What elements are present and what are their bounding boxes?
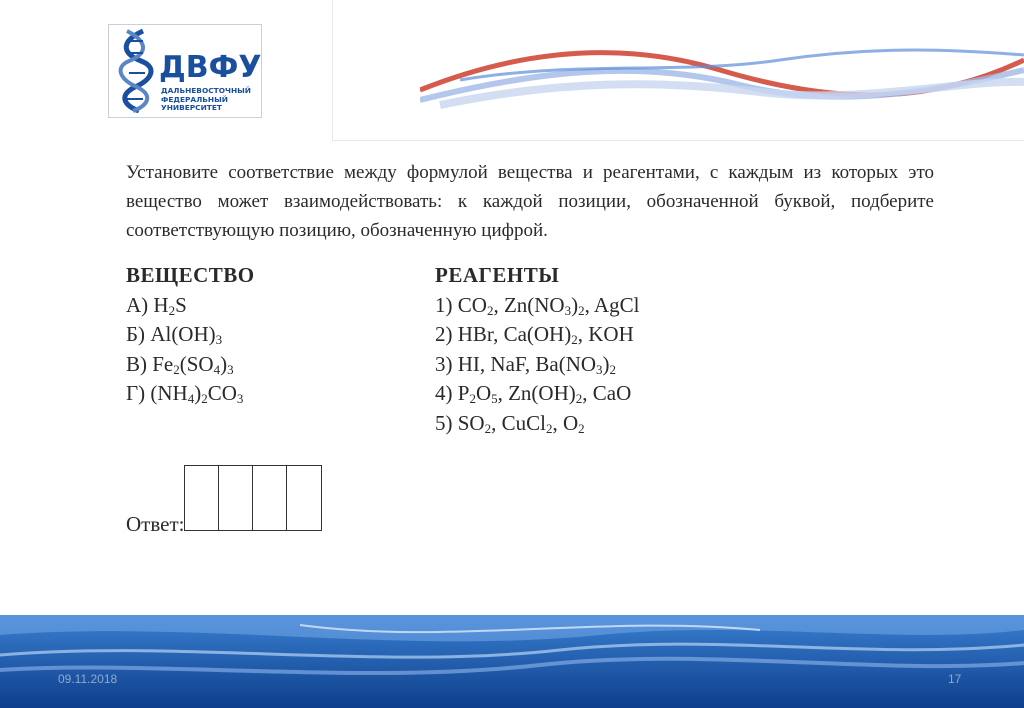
page-number: 17 (948, 672, 962, 686)
formula-subscript: 4 (213, 361, 221, 377)
decorative-waves (420, 30, 1024, 130)
formula-subscript: 2 (609, 361, 617, 377)
formula-subscript: 3 (596, 361, 603, 377)
reagent-row (435, 291, 755, 321)
formula-subscript: 2 (578, 302, 585, 318)
formula-subscript: 2 (545, 420, 553, 436)
logo-full-name (161, 87, 259, 113)
formula-subscript: 3 (227, 361, 234, 377)
formula-subscript: 2 (486, 302, 494, 318)
formula-part: ) (602, 351, 610, 376)
reagent-row (435, 350, 755, 380)
formula-subscript: 3 (564, 302, 572, 318)
formula-part: Al(OH) (150, 322, 216, 346)
formula-part: P (457, 381, 470, 405)
formula-part: ) (194, 381, 202, 405)
formula-subscript: 5 (491, 391, 498, 406)
answer-label: Ответ: (126, 512, 185, 536)
reagent-number: 5) (435, 410, 453, 435)
footer-banner (0, 615, 1024, 708)
reagents-column (435, 261, 755, 438)
formula-part: S (175, 292, 187, 317)
reagent-number: 3) (435, 351, 453, 376)
formula-part: ) (571, 292, 579, 317)
formula-subscript: 3 (236, 391, 244, 406)
substances-header: ВЕЩЕСТВО (126, 263, 255, 287)
formula-subscript: 2 (168, 302, 176, 318)
substances-column (126, 261, 406, 409)
substance-letter: В) (126, 351, 147, 376)
formula-subscript: 3 (215, 332, 223, 347)
formula-part: HBr, Ca(OH) (457, 322, 572, 346)
substance-letter: Г) (126, 381, 146, 405)
formula-subscript: 2 (201, 391, 208, 406)
reagent-number: 4) (435, 381, 453, 405)
answer-cell[interactable] (253, 466, 287, 530)
reagents-header: РЕАГЕНТЫ (435, 263, 560, 287)
formula-part: Fe (152, 351, 174, 376)
university-logo (108, 24, 262, 118)
formula-part: , Zn(NO (493, 292, 565, 317)
footer-waves (0, 615, 1024, 708)
reagent-row (435, 409, 755, 439)
reagent-row (435, 379, 755, 409)
formula-part: CO (207, 381, 237, 405)
formula-subscript: 2 (469, 391, 476, 406)
reagent-row (435, 320, 755, 350)
formula-subscript: 2 (484, 420, 492, 436)
formula-part: SO (457, 410, 485, 435)
formula-subscript: 2 (173, 361, 180, 377)
formula-part: ) (220, 351, 228, 376)
substance-letter: Б) (126, 322, 146, 346)
answer-cell[interactable] (219, 466, 253, 530)
formula-part: , CuCl (491, 410, 546, 435)
formula-part: , KOH (577, 322, 634, 346)
formula-part: , AgCl (584, 292, 640, 317)
logo-line: ФЕДЕРАЛЬНЫЙ (161, 94, 228, 104)
substance-row (126, 379, 406, 409)
logo-abbreviation: ДВФУ (159, 50, 262, 85)
reagent-number: 1) (435, 292, 453, 317)
formula-subscript: 2 (571, 332, 578, 347)
formula-part: CO (457, 292, 487, 317)
substance-row (126, 291, 406, 321)
formula-part: , CaO (582, 381, 632, 405)
task-statement: Установите соответствие между формулой вещества и реагентами, с каждым из которых это вещество может взаимодействовать: к каждой позиции, обозначенной буквой, подберите соответствующую позицию, обозначенную цифрой. (126, 162, 934, 241)
formula-part: H (153, 292, 169, 317)
substance-row (126, 350, 406, 380)
substance-letter: А) (126, 292, 149, 317)
formula-subscript: 4 (187, 391, 195, 406)
formula-part: O (475, 381, 492, 405)
substance-row (126, 320, 406, 350)
logo-line: ДАЛЬНЕВОСТОЧНЫЙ (161, 86, 251, 95)
formula-subscript: 2 (578, 420, 585, 436)
reagent-number: 2) (435, 322, 453, 346)
answer-cell[interactable] (185, 466, 219, 530)
formula-part: (SO (179, 351, 214, 376)
formula-part: (NH (150, 381, 188, 405)
formula-part: HI, NaF, Ba(NO (457, 351, 597, 376)
logo-line: УНИВЕРСИТЕТ (161, 103, 222, 112)
formula-subscript: 2 (575, 391, 583, 406)
answer-grid (184, 465, 322, 531)
formula-part: , Zn(OH) (497, 381, 576, 405)
dna-helix-icon (113, 27, 159, 113)
formula-part: , O (552, 410, 579, 435)
footer-date: 09.11.2018 (58, 672, 118, 686)
answer-cell[interactable] (287, 466, 321, 530)
